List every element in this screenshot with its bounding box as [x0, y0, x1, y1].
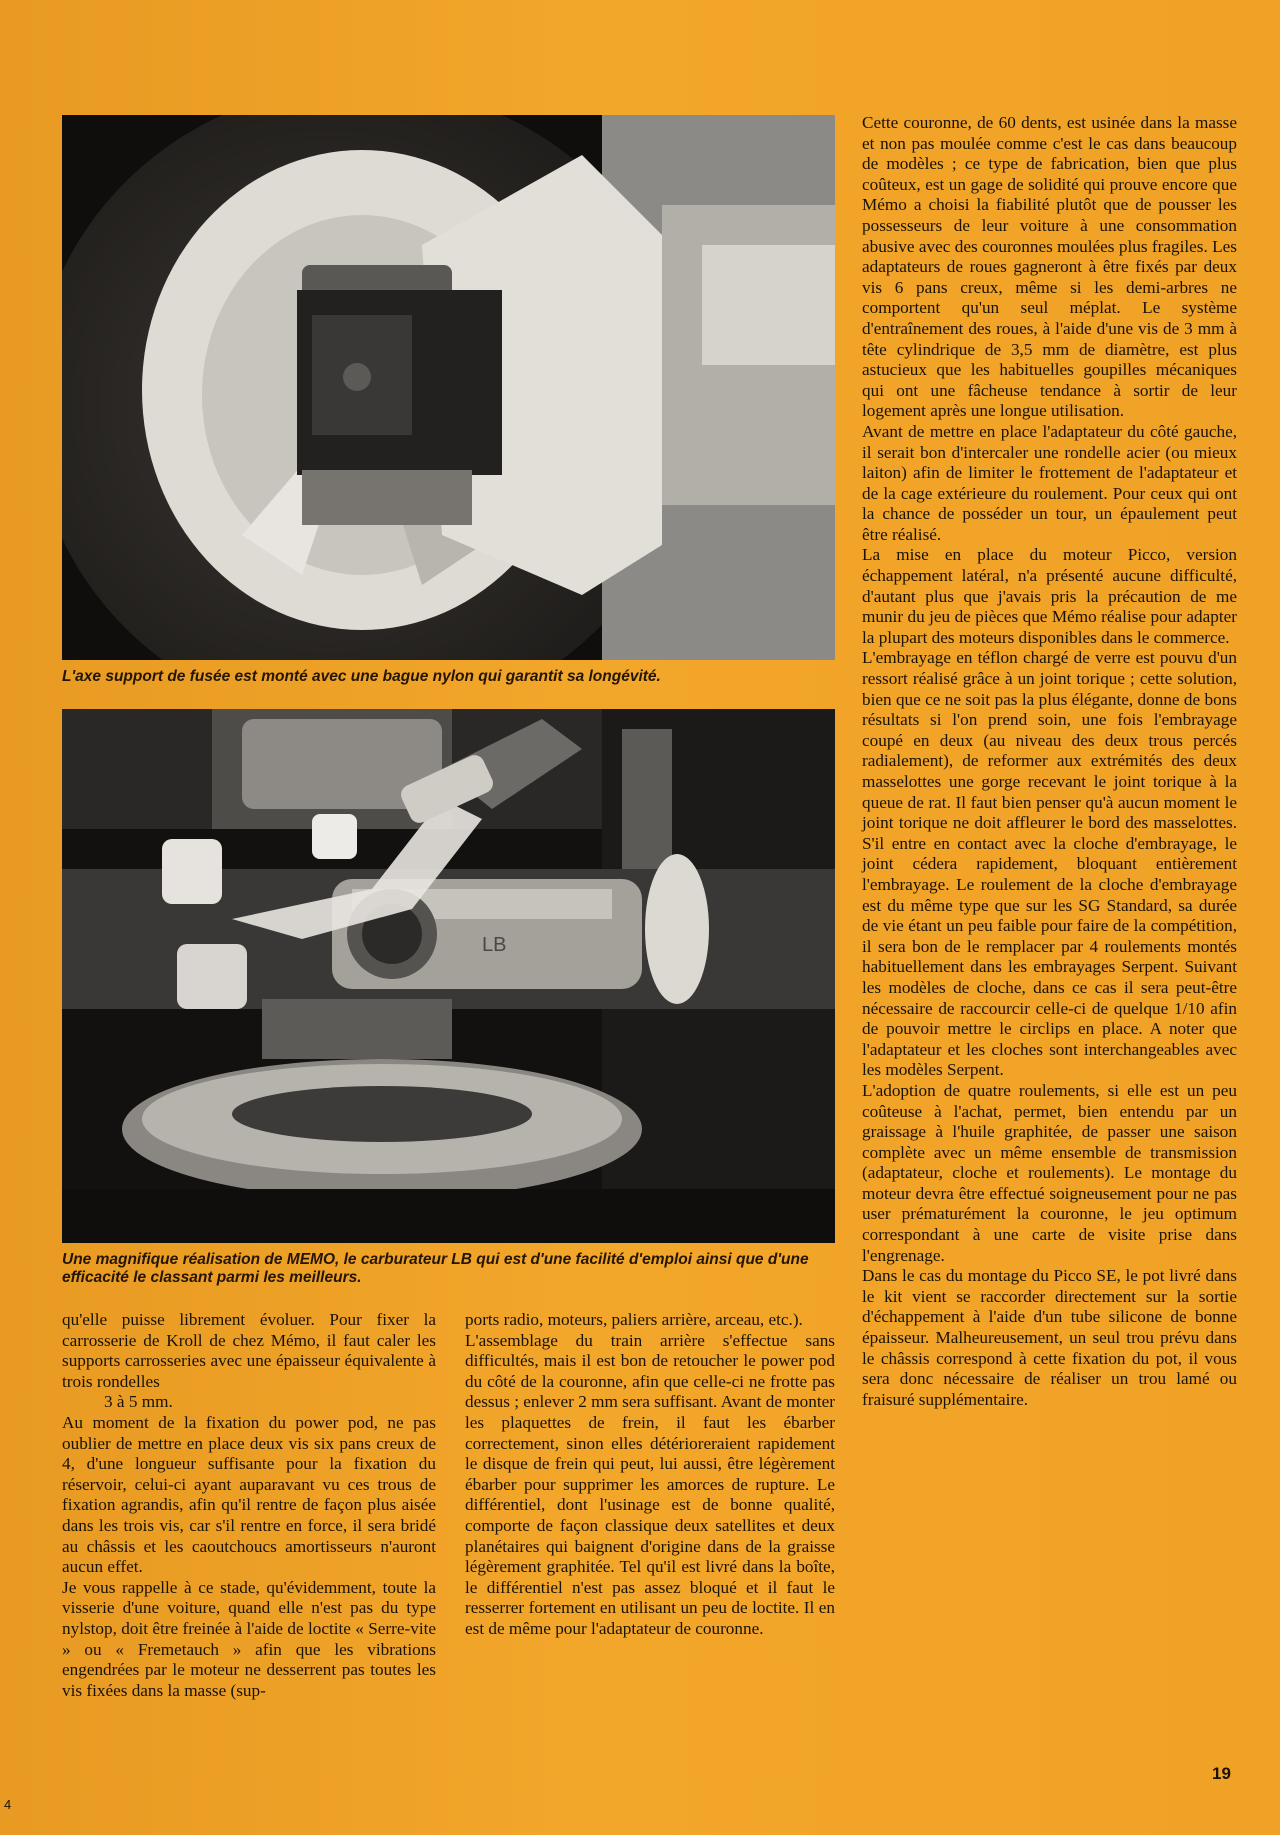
paragraph: Je vous rappelle à ce stade, qu'évidemment, toute la visserie d'une voiture, quand elle n'est pas du type nylstop, doit être freinée à l'aide de loctite « Serre-vite » ou « Fremetauch » afin que les vibrations engendrées par le moteur ne desserrent pas toutes les vis fixées dans la masse (sup- [62, 1577, 436, 1700]
photo-caption-1: L'axe support de fusée est monté avec une bague nylon qui garantit sa longévité. [62, 668, 661, 685]
folio-number: 4 [4, 1797, 12, 1812]
photo-caption-2: Une magnifique réalisation de MEMO, le carburateur LB qui est d'une facilité d'emploi ainsi que d'une efficacité le classant parmi les meilleurs. [62, 1251, 809, 1286]
paragraph: Au moment de la fixation du power pod, ne pas oublier de mettre en place deux vis six pans creux de 4, d'une longueur suffisante pour la fixation du réservoir, celui-ci ayant auparavant vu ces trous de fixation agrandis, afin qu'il rentre de façon plus aisée dans les trois vis, car s'il rentre en force, il sera bridé au châssis et les caoutchoucs amortisseurs n'auront aucun effet. [62, 1412, 436, 1577]
paragraph: Avant de mettre en place l'adaptateur du côté gauche, il serait bon d'intercaler une rondelle acier (ou mieux laiton) afin de limiter le frottement de l'adaptateur et de la cage extérieure du roulement. Pour ceux qui ont la chance de posséder un tour, un épaulement peut être réalisé. [862, 421, 1237, 544]
page-number: 19 [1212, 1764, 1231, 1783]
paragraph: qu'elle puisse librement évoluer. Pour fixer la carrosserie de Kroll de chez Mémo, il faut caler les supports carrosseries avec une épaisseur équivalente à trois rondelles [62, 1310, 436, 1391]
paragraph: L'embrayage en téflon chargé de verre est pouvu d'un ressort réalisé grâce à un joint torique ; cette solution, bien que ce ne soit pas la plus élégante, donne de bons résultats si l'on prend soin, une fois l'embrayage coupé en deux (au niveau des deux trous percés radialement), de reformer aux extrémités des deux masselottes une gorge recevant le joint torique à la queue de rat. Il faut bien penser qu'à aucun moment le joint torique ne doit affleurer le bord des masselottes. S'il entre en contact avec la cloche d'embrayage, le joint cédera rapidement, bloquant entièrement l'embrayage. Le roulement de la cloche d'embrayage est du même type que sur les SG Standard, sa durée de vie étant un peu faible pour faire de la compétition, il sera bon de le remplacer par 4 roulements montés habituellement dans les embrayages Serpent. Suivant les modèles de cloche, dans ce cas il sera peut-être nécessaire de raccourcir celle-ci de quelque 1/10 afin de pouvoir mettre le circlips en place. A noter que l'adaptateur et les cloches sont interchangeables avec les modèles Serpent. [862, 648, 1237, 1080]
middle-column [465, 1310, 835, 1640]
paragraph: L'adoption de quatre roulements, si elle est un peu coûteuse à l'achat, permet, bien entendu par un graissage à l'huile graphitée, de passer une saison complète avec un même ensemble de transmission (adaptateur, cloche et roulements). Le montage du moteur devra être effectué soigneusement pour ne pas user prématurément la couronne, le jeu optimum correspondant à une carte de visite prise dans l'engrenage. [862, 1080, 1237, 1265]
carburettor-engraving: LB [482, 934, 507, 956]
carburettor-photo [62, 709, 835, 1243]
left-column [62, 1310, 436, 1701]
paragraph: Dans le cas du montage du Picco SE, le pot livré dans le kit vient se raccorder directement sur la sortie d'échappement à l'aide d'un tube silicone de bonne épaisseur. Malheureusement, un seul trou prévu dans le châssis correspond à cette fixation du pot, il vous sera donc nécessaire de réaliser un trou lamé ou fraisuré supplémentaire. [862, 1266, 1237, 1409]
right-column [862, 113, 1237, 1410]
paragraph: ports radio, moteurs, paliers arrière, arceau, etc.). [465, 1310, 803, 1329]
steering-knuckle-photo [62, 115, 835, 660]
paragraph: L'assemblage du train arrière s'effectue sans difficultés, mais il est bon de retoucher le power pod du côté de la couronne, afin que celle-ci ne frotte pas dessus ; enlever 2 mm sera suffisant. Avant de monter les plaquettes de frein, il faut les ébarber correctement, sinon elles détérioreraient rapidement le disque de frein qui peut, lui aussi, être légèrement ébarber pour supprimer les amorces de rupture. Le différentiel, dont l'usinage est de bonne qualité, comporte de façon classique deux satellites et deux planétaires qui baignent d'origine dans de la graisse légèrement graphitée. Tel qu'il est livré dans la boîte, le différentiel n'est pas assez bloqué et il faut le resserrer fortement en utilisant un peu de loctite. Il en est de même pour l'adaptateur de couronne. [465, 1330, 835, 1638]
paragraph: La mise en place du moteur Picco, version échappement latéral, n'a présenté aucune difficulté, d'autant plus que j'avais pris la précaution de me munir du jeu de pièces que Mémo réalise pour adapter la plupart des moteurs disponibles dans le commerce. [862, 545, 1237, 647]
paragraph: Cette couronne, de 60 dents, est usinée dans la masse et non pas moulée comme c'est le cas dans beaucoup de modèles ; ce type de fabrication, bien que plus coûteux, est un gage de solidité qui prouve encore que Mémo a choisi la fiabilité plutôt que de pousser les possesseurs de leur voiture à une consommation abusive avec des couronnes moulées plus fragiles. Les adaptateurs de roues gagneront à être fixés par deux vis 6 pans creux, même si les demi-arbres ne comportent qu'un seul méplat. Le système d'entraînement des roues, à l'aide d'une vis de 3 mm à tête cylindrique de 3,5 mm de diamètre, est plus astucieux que les habituelles goupilles mécaniques qui ont une fâcheuse tendance à sortir de leur logement après une longue utilisation. [862, 113, 1237, 421]
paragraph: 3 à 5 mm. [104, 1392, 173, 1412]
